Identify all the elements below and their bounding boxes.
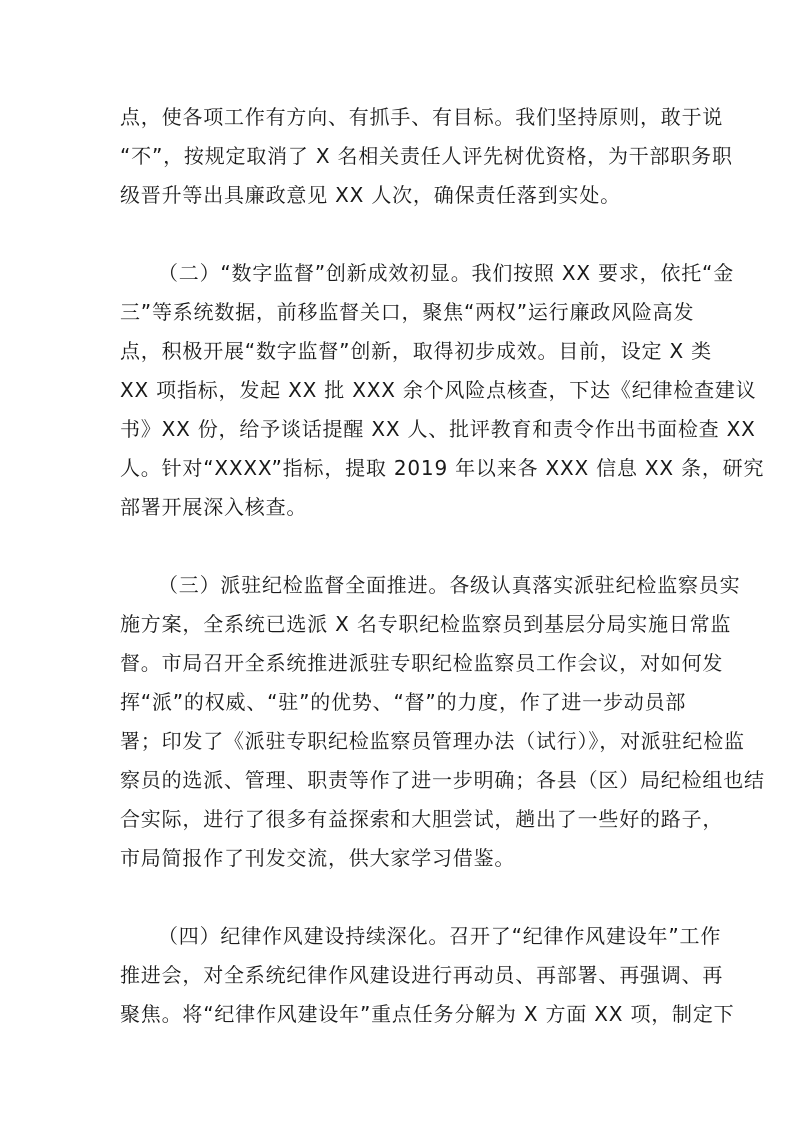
paragraph-3 — [120, 566, 765, 878]
text-line: 署；印发了《派驻专职纪检监察员管理办法（试行）》，对派驻纪检监 — [120, 729, 745, 753]
paragraph-4 — [120, 917, 735, 1034]
text-line: 点，使各项工作有方向、有抓手、有目标。我们坚持原则，敢于说 — [120, 105, 724, 129]
text-line: 督。市局召开全系统推进派驻专职纪检监察员工作会议，对如何发 — [120, 651, 724, 675]
paragraph-spacer — [120, 878, 680, 917]
text-line: XX 项指标，发起 XX 批 XXX 余个风险点核查，下达《纪律检查建议 — [120, 378, 757, 402]
text-line: 人。针对“XXXX”指标，提取 2019 年以来各 XXX 信息 XX 条，研究 — [120, 456, 765, 480]
text-line: （三）派驻纪检监督全面推进。各级认真落实派驻纪检监察员实 — [158, 573, 741, 597]
text-line: 合实际，进行了很多有益探索和大胆尝试，趟出了一些好的路子， — [120, 807, 724, 831]
text-line: 推进会，对全系统纪律作风建设进行再动员、再部署、再强调、再 — [120, 963, 724, 987]
text-line: （四）纪律作风建设持续深化。召开了“纪律作风建设年”工作 — [158, 924, 722, 948]
paragraph-1 — [120, 98, 733, 215]
text-line: 部署开展深入核查。 — [120, 495, 308, 519]
text-line: 点，积极开展“数字监督”创新，取得初步成效。目前，设定 X 类 — [120, 339, 712, 363]
paragraph-spacer — [120, 527, 680, 566]
text-line: （二）“数字监督”创新成效初显。我们按照 XX 要求，依托“金 — [158, 261, 735, 285]
document-body — [120, 98, 765, 1034]
text-line: 挥“派”的权威、“驻”的优势、“督”的力度，作了进一步动员部 — [120, 690, 687, 714]
text-line: 书》XX 份，给予谈话提醒 XX 人、批评教育和责令作出书面检查 XX — [120, 417, 756, 441]
paragraph-spacer — [120, 215, 680, 254]
text-line: 三”等系统数据，前移监督关口，聚焦“两权”运行廉政风险高发 — [120, 300, 695, 324]
text-line: 聚焦。将“纪律作风建设年”重点任务分解为 X 方面 XX 项，制定下 — [120, 1002, 735, 1026]
text-line: 市局简报作了刊发交流，供大家学习借鉴。 — [120, 846, 516, 870]
paragraph-2 — [120, 254, 765, 527]
text-line: 级晋升等出具廉政意见 XX 人次，确保责任落到实处。 — [120, 183, 621, 207]
text-line: 察员的选派、管理、职责等作了进一步明确；各县（区）局纪检组也结 — [120, 768, 765, 792]
text-line: 施方案，全系统已选派 X 名专职纪检监察员到基层分局实施日常监 — [120, 612, 732, 636]
text-line: “不”，按规定取消了 X 名相关责任人评先树优资格，为干部职务职 — [120, 144, 733, 168]
